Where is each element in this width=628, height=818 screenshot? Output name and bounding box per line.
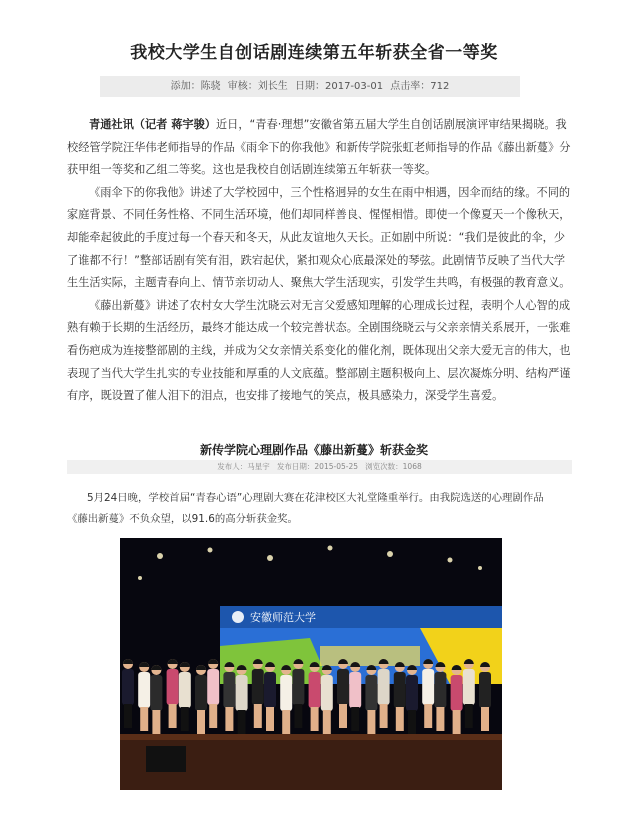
sub-article-paragraph: 5月24日晚，学校首届“青春心语”心理剧大赛在花津校区大礼堂隆重举行。由我院选送的心理剧作品《藤出新蔓》不负众望，以91.6的高分斩获金奖。 [67,492,544,525]
article-paragraph [67,295,572,408]
article-paragraph-text: 《藤出新蔓》讲述了农村女大学生沈晓云对无言父爱感知理解的心理成长过程，表明个人心智的成熟有赖于长期的生活经历，最终才能达成一个较完善状态。全剧围绕晓云与父亲亲情关系展开，一张难看伤疤成为连接整部剧的主线，并成为父女亲情关系变化的催化剂，既体现出父亲大爱无言的伟大，也表现了当代大学生扎实的专业技能和厚重的人文底蕴。整部剧主题积极向上、层次凝炼分明、结构严谨有序，既设置了催人泪下的泪点，也安排了接地气的笑点，极具感染力，深受学生喜爱。 [67,298,571,403]
article-paragraph [67,182,572,295]
stage-photo-illustration [120,538,502,790]
meta-clicks: 点击率：712 [390,81,450,92]
sub-meta-author: 发布人：马星宇 [217,462,270,471]
stage-group-photo [120,538,502,790]
screen-banner-text: 安徽师范大学 [250,611,316,624]
article-paragraph [67,114,572,182]
article-paragraph-text: 《雨伞下的你我他》讲述了大学校园中，三个性格迥异的女生在雨中相遇，因伞而结的缘。不同的家庭背景、不同任务性格、不同生活环境，他们却同样善良、惺惺相惜。即使一个像夏天一个像秋天，却能牵起彼此的手度过每一个春天和冬天，从此友谊地久天长。正如剧中所说：“我们是彼此的伞，少了谁都不行！”整部话剧有笑有泪，跌宕起伏，紧扣观众心底最深处的琴弦。此剧情节反映了当代大学生生活实际，主题青春向上、情节亲切动人、聚焦大学生活现实，引发学生共鸣，有极强的教育意义。 [67,185,571,290]
article-title: 我校大学生自创话剧连续第五年斩获全省一等奖 [130,43,498,63]
article-paragraph-text: 近日，“青春·理想”安徽省第五届大学生自创话剧展演评审结果揭晓。我校经管学院汪华伟老师指导的作品《雨伞下的你我他》和新传学院张虹老师指导的作品《藤出新蔓》分获甲组一等奖和乙组二等奖。这也是我校自创话剧连续第五年斩获一等奖。 [67,118,571,177]
article-meta-bar [100,76,520,97]
sub-meta-views: 浏览次数：1068 [365,462,422,471]
sub-meta-date: 发布日期：2015-05-25 [276,462,358,471]
sub-article-meta-bar [67,460,572,474]
sub-article-title: 新传学院心理剧作品《藤出新蔓》斩获金奖 [199,443,428,457]
meta-reviewer: 审核：刘长生 [227,81,288,92]
meta-date: 日期：2017-03-01 [294,81,384,92]
meta-added-by: 添加：陈骁 [170,81,221,92]
article-lead: 青通社讯（记者 蒋宇骏） [89,118,216,131]
article-body [67,114,572,408]
sub-article-body [67,488,557,530]
